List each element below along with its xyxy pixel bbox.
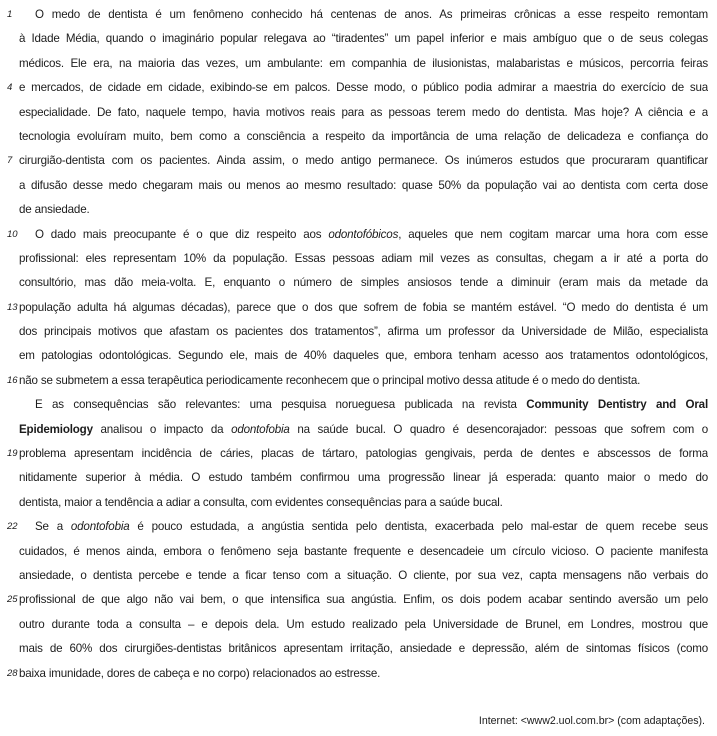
text-run: cirurgião-dentista com os pacientes. Ainda assim, o medo antigo permanece. Os inúmeros estudos que procuraram quantificar: [19, 154, 708, 168]
italic-run: odontofobia: [231, 422, 290, 436]
text-line: [0, 247, 717, 271]
text-run: O dado mais preocupante é o que diz respeito aos: [35, 227, 329, 241]
text-run: O medo de dentista é um fenômeno conhecido há centenas de anos. As primeiras crônicas a esse respeito remontam: [35, 8, 708, 21]
text-run: E as consequências são relevantes: uma pesquisa norueguesa publicada na revista: [35, 398, 527, 412]
text-run: , aqueles que nem cogitam marcar uma hora com esse: [398, 227, 708, 241]
text-line: [0, 271, 717, 295]
text-run: em patologias odontológicas. Segundo ele, mais de 40% daqueles que, embora tenham acesso aos tratamentos odontológicos,: [19, 349, 708, 363]
text-line: [0, 393, 717, 417]
source-credit: Internet: <www2.uol.com.br> (com adaptações).: [478, 715, 705, 727]
text-run: nitidamente superior à média. O estudo também confirmou uma progressão linear já esperada: quanto maior o medo do: [19, 471, 708, 485]
text-line-content: [19, 515, 708, 539]
text-line-content: [19, 223, 708, 247]
text-run: dos principais motivos que afastam os pacientes dos tratamentos”, afirma um professor da Universidade de Milão, especialista: [19, 325, 708, 339]
text-line: [0, 515, 717, 539]
text-line-content: [19, 247, 708, 271]
text-run: profissional de que algo não vai bem, o que intensifica sua angústia. Enfim, os dois podem acabar sentindo aversão um pelo: [19, 593, 708, 607]
text-run: analisou o impacto da: [92, 422, 232, 436]
text-line: [0, 27, 717, 51]
text-run: cuidados, é menos ainda, embora o fenômeno seja bastante frequente e desencadeie um círculo vicioso. O paciente manifesta: [19, 544, 708, 558]
text-run: tecnologia evoluíram muito, bem como a consciência a respeito da importância de uma relação de delicadeza e confiança do: [19, 129, 708, 143]
text-run: consultório, mas dão meia-volta. E, enquanto o número de simples ansiosos tende a diminuir (eram mais da metade da: [19, 276, 708, 290]
text-run: a difusão desse medo chegaram mais ou menos ao mesmo resultado: quase 50% da população vai ao dentista com certa dose: [19, 178, 708, 192]
line-number: 1: [7, 9, 13, 20]
text-line-content: [19, 540, 708, 564]
text-line-content: [19, 393, 708, 417]
text-run: de ansiedade.: [19, 203, 90, 217]
text-line-content: [19, 369, 708, 393]
text-run: não se submetem a essa terapêutica periodicamente reconhecem que o principal motivo dessa atitude é o medo do dentista.: [19, 373, 641, 387]
text-line: [0, 491, 717, 515]
text-line: [0, 540, 717, 564]
text-line-content: [19, 613, 708, 637]
text-line-content: [19, 418, 708, 442]
text-line: [0, 613, 717, 637]
text-line: [0, 3, 717, 27]
line-number: 13: [7, 301, 18, 313]
line-number: 25: [7, 594, 18, 606]
italic-run: odontofóbicos: [328, 227, 399, 241]
text-line-content: [19, 52, 708, 76]
text-run: população adulta há algumas décadas), parece que o dos que sofrem de fobia se mantém estável. “O medo do dentista é um: [19, 300, 708, 314]
text-line-content: [19, 198, 708, 222]
text-line: [0, 662, 717, 686]
text-line-content: [19, 271, 708, 295]
text-line: [0, 101, 717, 125]
text-line-content: [19, 174, 708, 198]
line-number: 16: [7, 374, 18, 386]
line-number: 22: [7, 521, 18, 533]
text-line: [0, 418, 717, 442]
text-run: à Idade Média, quando o imaginário popular relegava ao “tiradentes” um papel inferior e mais ambíguo que o de seus colegas: [19, 32, 708, 46]
text-line-content: [19, 296, 708, 320]
text-line: [0, 125, 717, 149]
text-line: [0, 442, 717, 466]
text-run: é pouco estudada, a angústia sentida pelo dentista, exacerbada pelo mal-estar de quem recebe seus: [129, 520, 708, 534]
text-line-content: [19, 637, 708, 661]
text-line-content: [19, 27, 708, 51]
text-line-content: [19, 320, 708, 344]
text-line: [0, 466, 717, 490]
text-line: [0, 223, 717, 247]
text-run: especialidade. De fato, naquele tempo, havia motivos reais para as pessoas terem medo do dentista. Mas hoje? A ciência e a: [19, 105, 708, 119]
bold-run: Community Dentistry and Oral: [526, 398, 708, 412]
text-run: Se a: [35, 520, 71, 534]
text-line-content: [19, 588, 708, 612]
text-line-content: [19, 101, 708, 125]
text-line: [0, 52, 717, 76]
text-run: médicos. Ele era, na maioria das vezes, um ambulante: em companhia de ilusionistas, malabaristas e músicos, percorria feiras: [19, 56, 708, 70]
text-line-content: [19, 3, 708, 27]
text-line: [0, 76, 717, 100]
line-number: 7: [7, 155, 13, 167]
bold-run: Epidemiology: [19, 422, 93, 436]
text-run: ansiedade, o dentista percebe e tende a ficar tenso com a situação. O cliente, por sua vez, capta mensagens não verbais do: [19, 568, 708, 582]
text-line: [0, 588, 717, 612]
text-line: [0, 637, 717, 661]
text-run: problema apresentam incidência de cáries, placas de tártaro, patologias gengivais, perda de dentes e abscessos de forma: [19, 447, 708, 461]
text-line: [0, 344, 717, 368]
text-line: [0, 296, 717, 320]
text-run: profissional: eles representam 10% da população. Essas pessoas adiam mil vezes as consultas, chegam a ir até a porta do: [19, 251, 708, 265]
text-line: [0, 174, 717, 198]
text-line-content: [19, 344, 708, 368]
text-line-content: [19, 125, 708, 149]
line-number: 19: [7, 448, 18, 460]
text-line: [0, 564, 717, 588]
italic-run: odontofobia: [70, 520, 130, 534]
text-body: [0, 3, 717, 686]
text-run: outro durante toda a consulta – e depois dela. Um estudo realizado pela Universidade de Brunel, em Londres, mostrou que: [19, 617, 708, 631]
text-line-content: [19, 662, 708, 686]
line-number: 10: [7, 228, 18, 240]
text-run: mais de 60% dos cirurgiões-dentistas britânicos apresentam irritação, ansiedade e depressão, além de sintomas físicos (como: [19, 642, 708, 656]
text-line: [0, 320, 717, 344]
text-run: dentista, maior a tendência a adiar a consulta, com evidentes consequências para a saúde bucal.: [19, 495, 503, 509]
text-run: na saúde bucal. O quadro é desencorajador: pessoas que sofrem com o: [289, 422, 708, 436]
line-number: 4: [7, 82, 13, 94]
text-line: [0, 369, 717, 393]
text-line: [0, 149, 717, 173]
text-line-content: [19, 149, 708, 173]
text-line-content: [19, 466, 708, 490]
text-line-content: [19, 491, 708, 515]
text-line-content: [19, 76, 708, 100]
text-line-content: [19, 442, 708, 466]
text-run: baixa imunidade, dores de cabeça e no corpo) relacionados ao estresse.: [19, 666, 381, 680]
text-run: e mercados, de cidade em cidade, exibindo-se em palcos. Desse modo, o público podia admirar a maestria do exercício de sua: [19, 81, 708, 95]
text-line: [0, 198, 717, 222]
line-number: 28: [7, 667, 18, 679]
text-line-content: [19, 564, 708, 588]
